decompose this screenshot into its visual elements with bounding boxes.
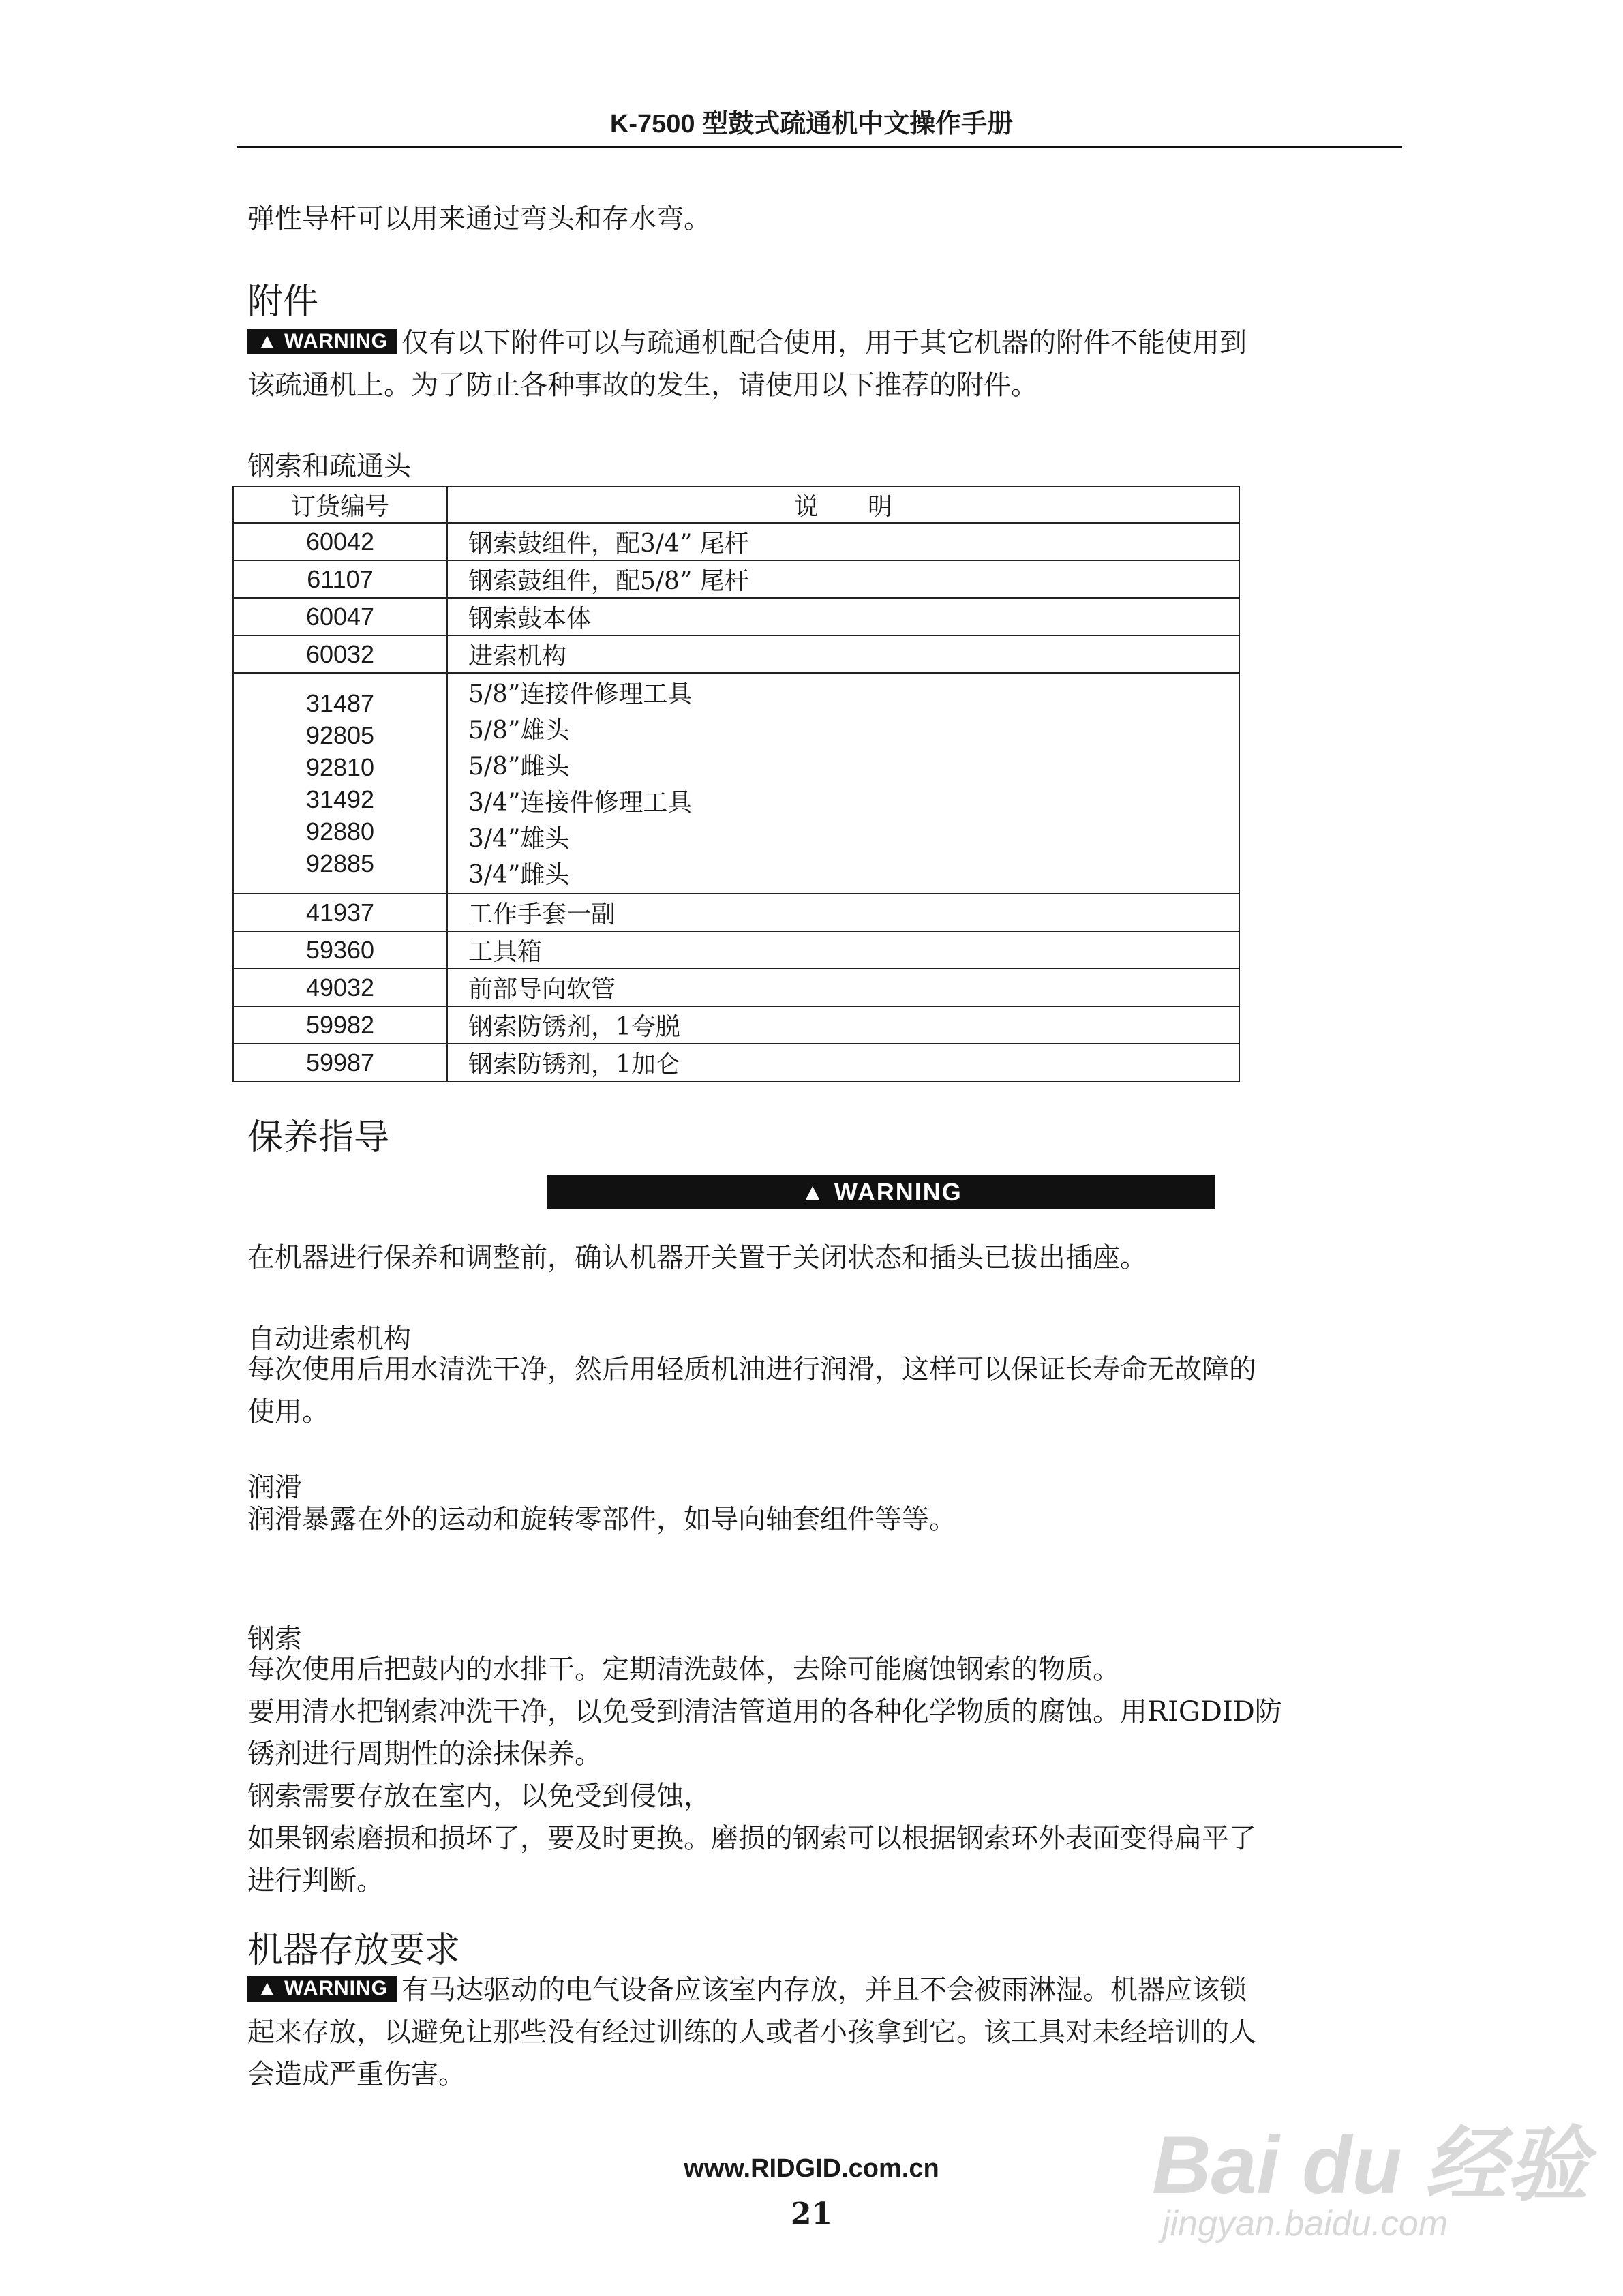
accessories-warning-text-1: 仅有以下附件可以与疏通机配合使用，用于其它机器的附件不能使用到 [401, 327, 1247, 359]
table-row [233, 560, 1239, 598]
storage-text-3: 会造成严重伤害。 [247, 2059, 466, 2090]
feed-mechanism-text-2: 使用。 [247, 1396, 329, 1428]
order-number: 41937 [233, 894, 447, 931]
cable-line: 锈剂进行周期性的涂抹保养。 [247, 1738, 602, 1770]
lubrication-title: 润滑 [247, 1472, 302, 1502]
intro-paragraph: 弹性导杆可以用来通过弯头和存水弯。 [247, 203, 711, 235]
order-number-group [233, 673, 447, 894]
cable-line: 进行判断。 [247, 1865, 384, 1897]
table-header-row [233, 487, 1239, 523]
storage-text-2: 起来存放，以避免让那些没有经过训练的人或者小孩拿到它。该工具对未经培训的人 [247, 2016, 1256, 2048]
page-number: 21 [790, 2196, 833, 2231]
description: 钢索鼓组件，配3/4” 尾杆 [447, 523, 1239, 560]
storage-heading: 机器存放要求 [247, 1930, 461, 1971]
description: 钢索鼓组件，配5/8” 尾杆 [447, 560, 1239, 598]
description: 5/8”雄头 [468, 716, 570, 744]
header-rule [237, 146, 1402, 148]
table-row-group [233, 673, 1239, 894]
order-number: 60042 [233, 523, 447, 560]
description: 5/8”雌头 [468, 753, 570, 781]
table-row [233, 894, 1239, 931]
table-row [233, 1044, 1239, 1081]
document-header-title: K-7500 型鼓式疏通机中文操作手册 [609, 110, 1014, 138]
maintenance-heading: 保养指导 [247, 1117, 390, 1158]
footer-url[interactable]: www.RIDGID.com.cn [684, 2154, 939, 2183]
table-row [233, 931, 1239, 969]
description: 前部导向软管 [447, 969, 1239, 1006]
column-header-order-number: 订货编号 [233, 487, 447, 523]
description-group [447, 673, 1239, 894]
storage-warning-paragraph [247, 1969, 1406, 2096]
order-number: 49032 [233, 969, 447, 1006]
warning-badge: ▲ WARNING [247, 1976, 397, 2002]
cable-title: 钢索 [247, 1624, 302, 1654]
description: 3/4”雌头 [468, 861, 570, 889]
cable-line: 如果钢索磨损和损坏了，要及时更换。磨损的钢索可以根据钢索环外表面变得扁平了 [247, 1823, 1256, 1854]
description: 进索机构 [447, 635, 1239, 673]
order-number: 92805 [305, 721, 375, 749]
order-number: 92885 [305, 849, 375, 877]
order-number: 31492 [305, 785, 375, 813]
order-number: 59982 [233, 1006, 447, 1044]
parts-table [232, 486, 1240, 1082]
accessories-heading: 附件 [247, 282, 319, 322]
column-header-description: 说 明 [447, 487, 1239, 523]
warning-bar: ▲ WARNING [547, 1175, 1215, 1209]
table-row [233, 969, 1239, 1006]
order-number: 31487 [305, 689, 375, 717]
watermark-logo: Bai du 经验 [1152, 2119, 1589, 2211]
cable-line: 每次使用后把鼓内的水排干。定期清洗鼓体，去除可能腐蚀钢索的物质。 [247, 1654, 1120, 1685]
order-number: 60032 [233, 635, 447, 673]
accessories-warning-paragraph [247, 322, 1393, 406]
cable-line: 钢索需要存放在室内，以免受到侵蚀， [247, 1781, 711, 1812]
table-row [233, 635, 1239, 673]
table-row [233, 1006, 1239, 1044]
feed-mechanism-text [247, 1348, 1256, 1433]
description: 钢索防锈剂，1夸脱 [447, 1006, 1239, 1044]
table-row [233, 598, 1239, 635]
lubrication-text: 润滑暴露在外的运动和旋转零部件，如导向轴套组件等等。 [247, 1504, 956, 1535]
description: 钢索防锈剂，1加仑 [447, 1044, 1239, 1081]
description: 工具箱 [447, 931, 1239, 969]
order-number: 61107 [233, 560, 447, 598]
warning-badge: ▲ WARNING [247, 329, 397, 354]
description: 5/8”连接件修理工具 [468, 680, 693, 708]
maintenance-notice: 在机器进行保养和调整前，确认机器开关置于关闭状态和插头已拔出插座。 [247, 1242, 1147, 1273]
cable-text [247, 1648, 1282, 1902]
table-row [233, 523, 1239, 560]
order-number: 92880 [305, 817, 375, 845]
feed-mechanism-text-1: 每次使用后用水清洗干净，然后用轻质机油进行润滑，这样可以保证长寿命无故障的 [247, 1354, 1256, 1385]
description: 3/4”连接件修理工具 [468, 789, 693, 817]
storage-text-1: 有马达驱动的电气设备应该室内存放，并且不会被雨淋湿。机器应该锁 [401, 1974, 1247, 2006]
cable-line: 要用清水把钢索冲洗干净，以免受到清洁管道用的各种化学物质的腐蚀。用RIGDID防 [247, 1696, 1282, 1727]
parts-table-title: 钢索和疏通头 [247, 451, 411, 482]
order-number: 60047 [233, 598, 447, 635]
accessories-warning-text-2: 该疏通机上。为了防止各种事故的发生，请使用以下推荐的附件。 [247, 369, 1038, 401]
description: 3/4”雄头 [468, 825, 570, 853]
description: 钢索鼓本体 [447, 598, 1239, 635]
watermark-url: jingyan.baidu.com [1162, 2204, 1448, 2244]
order-number: 92810 [305, 753, 375, 781]
order-number: 59360 [233, 931, 447, 969]
order-number: 59987 [233, 1044, 447, 1081]
description: 工作手套一副 [447, 894, 1239, 931]
feed-mechanism-title: 自动进索机构 [247, 1324, 411, 1354]
